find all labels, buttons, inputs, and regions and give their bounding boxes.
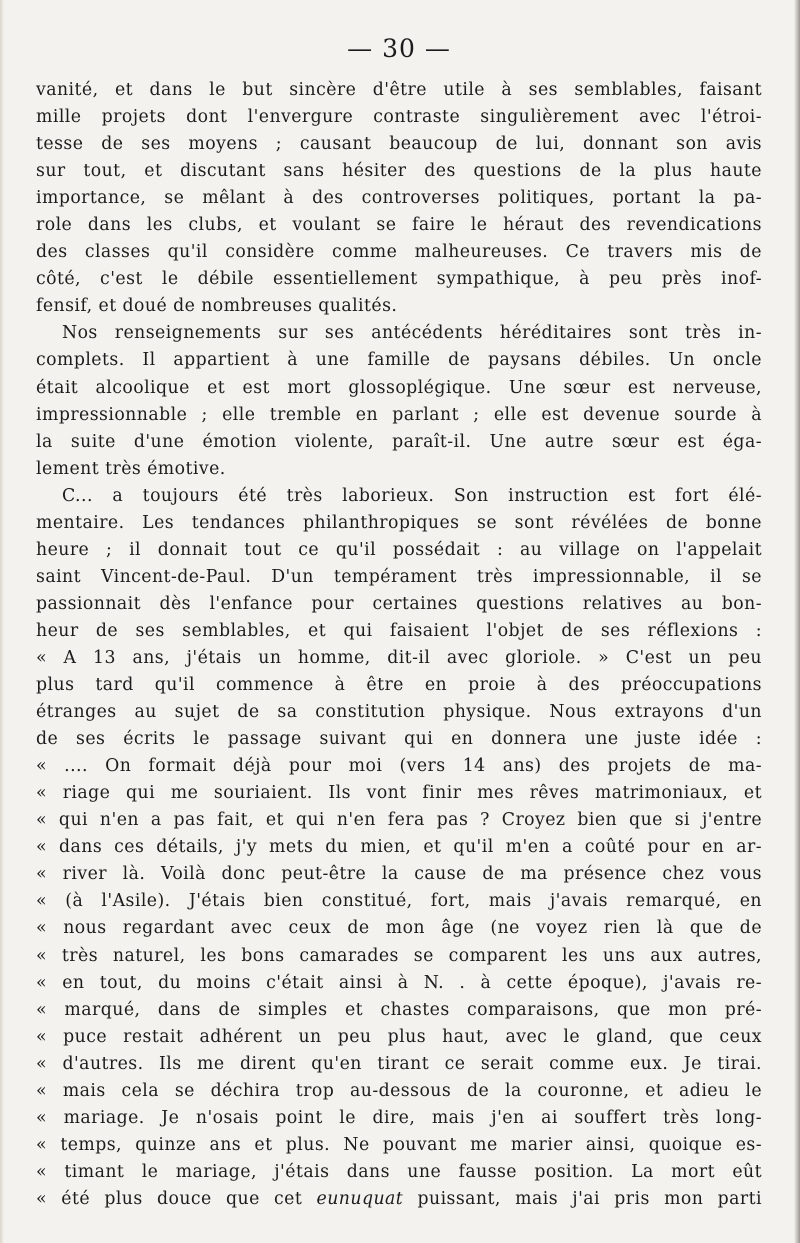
text-line: impressionnable ; elle tremble en parlant ; elle est devenue sourde à (36, 404, 762, 425)
text-line: « été plus douce que cet eunuquat puissant, mais j'ai pris mon parti (36, 1188, 762, 1209)
text-line: « riage qui me souriaient. Ils vont finir mes rêves matrimoniaux, et (36, 783, 762, 804)
text-line: tesse de ses moyens ; causant beaucoup de lui, donnant son avis (36, 134, 762, 155)
page-edge-left (0, 0, 4, 1243)
text-line: « nous regardant avec ceux de mon âge (ne voyez rien là que de (36, 918, 762, 939)
text-line: « A 13 ans, j'étais un homme, dit-il avec gloriole. » C'est un peu (36, 647, 762, 668)
text-line: vanité, et dans le but sincère d'être utile à ses semblables, faisant (36, 80, 762, 100)
page-number: — 30 — (347, 34, 451, 63)
text-line: « mariage. Je n'osais point le dire, mais j'en ai souffert très long- (36, 1107, 762, 1128)
text-line: C... a toujours été très laborieux. Son instruction est fort élé- (62, 485, 762, 506)
text-line: « (à l'Asile). J'étais bien constitué, fort, mais j'avais remarqué, en (36, 891, 762, 912)
text-line: mille projets dont l'envergure contraste singulièrement avec l'étroi- (36, 107, 762, 128)
text-line: de ses écrits le passage suivant qui en donnera une juste idée : (36, 729, 762, 750)
text-line: « river là. Voilà donc peut-être la cause de ma présence chez vous (36, 864, 762, 885)
text-line: Nos renseignements sur ses antécédents héréditaires sont très in- (62, 323, 762, 344)
text-line: importance, se mêlant à des controverses politiques, portant la pa- (36, 188, 762, 209)
text-line: « dans ces détails, j'y mets du mien, et qu'il m'en a coûté pour en ar- (36, 837, 762, 858)
text-line: « qui n'en a pas fait, et qui n'en fera pas ? Croyez bien que si j'entre (36, 810, 762, 831)
text-line: plus tard qu'il commence à être en proie à des préoccupations (36, 675, 762, 696)
text-line: la suite d'une émotion violente, paraît-il. Une autre sœur est éga- (36, 431, 762, 452)
text-line: « puce restait adhérent un peu plus haut, avec le gland, que ceux (36, 1026, 762, 1047)
text-line: saint Vincent-de-Paul. D'un tempérament très impressionnable, il se (36, 566, 762, 587)
text-line: « en tout, du moins c'était ainsi à N. . à cette époque), j'avais re- (36, 972, 762, 993)
text-line: « mais cela se déchira trop au-dessous de la couronne, et adieu le (36, 1080, 762, 1101)
text-line: mentaire. Les tendances philanthropiques se sont révélées de bonne (36, 512, 762, 533)
text-line: « marqué, dans de simples et chastes comparaisons, que mon pré- (36, 999, 762, 1020)
text-line: « très naturel, les bons camarades se comparent les uns aux autres, (36, 945, 762, 966)
text-line: sur tout, et discutant sans hésiter des questions de la plus haute (36, 161, 762, 182)
body-text (36, 77, 762, 1213)
text-line: passionnait dès l'enfance pour certaines questions relatives au bon- (36, 593, 762, 614)
text-line: heure ; il donnait tout ce qu'il possédait : au village on l'appelait (36, 539, 762, 560)
text-line: role dans les clubs, et voulant se faire le héraut des revendications (36, 215, 762, 236)
page-edge-right (794, 0, 800, 1243)
text-line: côté, c'est le débile essentiellement sympathique, à peu près inof- (36, 269, 762, 290)
text-line: heur de ses semblables, et qui faisaient l'objet de ses réflexions : (36, 620, 762, 641)
text-line: lement très émotive. (36, 458, 226, 479)
text-line: étranges au sujet de sa constitution physique. Nous extrayons d'un (36, 702, 762, 723)
text-line: « temps, quinze ans et plus. Ne pouvant me marier ainsi, quoique es- (36, 1134, 762, 1155)
text-line: « .... On formait déjà pour moi (vers 14 ans) des projets de ma- (36, 756, 762, 777)
text-line: fensif, et doué de nombreuses qualités. (36, 296, 398, 317)
text-line: « timant le mariage, j'étais dans une fausse position. La mort eût (36, 1161, 762, 1182)
text-line: complets. Il appartient à une famille de paysans débiles. Un oncle (36, 350, 762, 371)
text-line: des classes qu'il considère comme malheureuses. Ce travers mis de (36, 242, 762, 263)
text-line: était alcoolique et est mort glossoplégique. Une sœur est nerveuse, (36, 377, 762, 398)
text-line: « d'autres. Ils me dirent qu'en tirant ce serait comme eux. Je tirai. (36, 1053, 762, 1074)
